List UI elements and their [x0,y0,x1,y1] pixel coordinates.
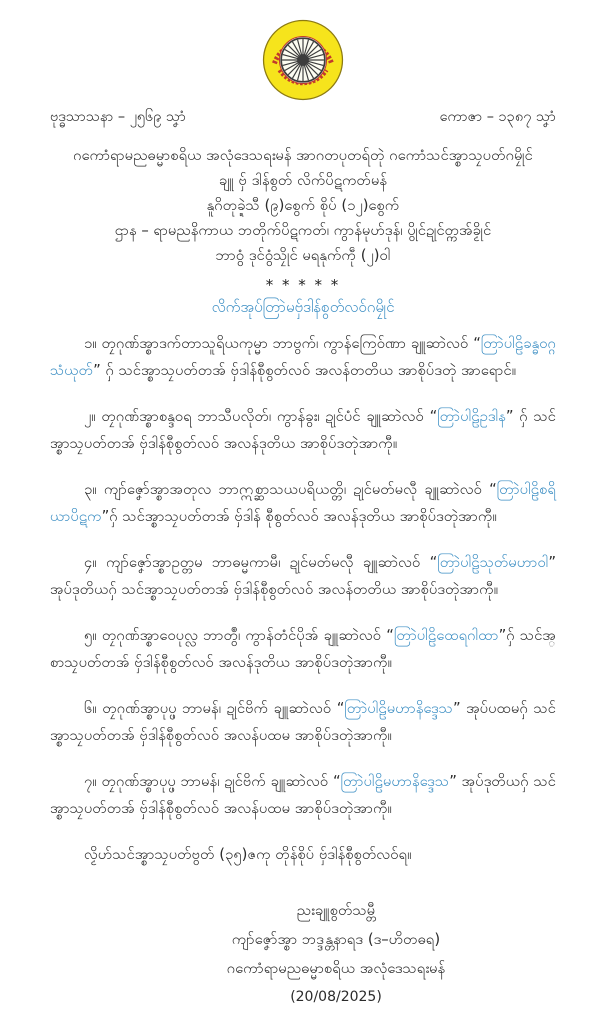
title-line-3: နူဂိတုခ္ဍဲသီ (၉)စွေက် စိုပ် (၁၂)စွေက် [206,197,400,214]
paragraph-7-number: ၇။ [84,773,97,790]
signature-block [171,896,501,1012]
signature-date: (20/08/2025) [290,989,382,1005]
paragraph-7 [50,768,556,822]
paragraph-1-text: တၠဂုဏ်အ္စာဒက်တာသူရိယကုမ္မာ ဘာဗွက်၊ ကွာန်ကြေဝ်ဏာ ချူဆာဲလဝ် “ [96,335,481,352]
paragraph-1-text-after: ” ဂှ် သင်အ္စာသၠပတ်တအ် ဗှ်ဒါန်စီုစွတ်လဝ် အလန်တတိယ အာစိုပ်ဒတုဲ အာရောင်။ [93,362,517,379]
paragraph-6-book-title: တြာဲပါဠိမဟာနိဒ္ဒေသ [344,700,453,717]
title-line-4: ဌာန – ရာမညနိကာယ ဘတိုက်ပိဋကတ်၊ ကွာန်မုဟ်ဒုန်၊ ပွိုင်ဍုင်တ္ကအ်ခၟိုင် [114,222,492,239]
title-line-5: ဘာဝွံ ဒုင်ဝွံသၠိုင် မရနုက်ကဵု (၂)ဝါ [215,247,391,264]
seal-container [50,18,556,106]
paragraph-3-text-after: ”ဂှ် သင်အ္စာသၠပတ်တအ် ဗှ်ဒါန် စီုစွတ်လဝ် အလန်ဒုတိယ အာစိုပ်ဒတုဲအာကီု။ [101,508,497,525]
title-block [50,143,556,268]
signature-name: ကျာ်ဇၞော်အ္စာ ဘဒ္ဒန္တနာရဒ (ဒ–ဟိတဓရ) [231,931,441,948]
paragraph-3 [50,476,556,530]
star-divider: * * * * * [265,276,341,294]
paragraph-5-text: တၠဂုဏ်အ္စာဝေပုလ္လ ဘာတွဳ၊ ကွာန်တံင်ပိုအ် ချူဆာဲလဝ် “ [96,627,394,644]
paragraph-1-book-title: တြာဲပါဠိခန္ဓဝဂ္ဂသံယုတ် [50,335,556,379]
paragraph-6-text: တၠဂုဏ်အ္စာပုပ္ဖ ဘာမန်၊ ဍုင်ဗိက် ချူဆာဲလဝ် “ [96,700,345,717]
paragraph-4-number: ၄။ [84,554,97,571]
closing-line: လၟိဟ်သင်အ္စာသၠပတ်ဗွတ် (၃၅)ဇကု တိုန်စိုပ် ဗှ်ဒါန်စီုစွတ်လဝ်ရ။ [84,846,412,863]
paragraph-5-text-after: ”ဂှ် သင်အ္စာသၠပတ်တအ် ဗှ်ဒါန်စီုစွတ်လဝ် အလန်ဒုတိယ အာစိုပ်ဒတုဲအာကီု။ [50,627,556,671]
signature-role: ညးချူစွတ်သမ္တီ [296,902,376,919]
paragraph-6 [50,695,556,749]
paragraph-1-number: ၁။ [84,335,97,352]
paragraph-4-text-after: ” အုပ်ဒုတိယဂှ် သင်အ္စာသၠပတ်တအ် ဗှ်ဒါန်စီုစွတ်လဝ် အလန်တတိယ အာစိုပ်ဒတုဲအာကီု။ [50,554,556,598]
signature-organization: ဂကောံရာမညဓမ္မာစရိယ အလုံဒေသရးမန် [226,960,446,977]
paragraph-1 [50,330,556,384]
paragraph-2-number: ၂။ [84,408,96,425]
title-line-1: ဂကောံရာမညဓမ္မာစရိယ အလုံဒေသရးမန် အာဂတပုတရ်တုဲ ဂကောံသင်အ္စာသၠပတ်ဂမၠိုင် [73,147,533,164]
dharma-wheel-seal-icon [261,18,345,102]
paragraph-6-text-after: ” အုပ်ပထမဂှ် သင်အ္စာသၠပတ်တအ် ဗှ်ဒါန်စီုစွတ်လဝ် အလန်ပထမ အာစိုပ်ဒတုဲအာကီု။ [50,700,556,744]
paragraph-4-book-title: တြာဲပါဠိသုတ်မဟာဝါ [437,554,549,571]
paragraph-3-number: ၃။ [84,481,97,498]
era-buddhist-year: ဗုဒ္ဓသာသနာ – ၂၅၆၉ သၞာံ [50,109,186,125]
paragraph-3-book-title: တြာဲပါဠိစရိယာပိဋက [50,481,556,525]
era-kawza-year: ကောဇာ – ၁၃၈၇ သၞာံ [439,109,556,125]
section-heading: လိက်အုပ်တြာဲမဗှ်ဒါန်စွတ်လဝ်ဂမၠိုင် [211,298,395,316]
paragraph-5 [50,622,556,676]
paragraph-4-text: ကျာ်ဇၞော်အ္စာဥတ္တမ ဘာဓမ္မကာမီ၊ ဍုင်မတ်မလီု ချူဆာဲလဝ် “ [96,554,438,571]
paragraph-2 [50,403,556,457]
paragraph-4 [50,549,556,603]
title-line-2: ချူ ဗှ် ဒါန်စွတ် လိက်ပိဋကတ်မန် [218,172,388,189]
paragraph-7-book-title: တြာဲပါဠိမဟာနိဒ္ဒေသ [340,773,450,790]
paragraph-2-book-title: တြာဲပါဠိဥဒါန [437,408,506,425]
paragraph-5-book-title: တြာဲပါဠိထေရဂါထာ [393,627,499,644]
paragraph-5-number: ၅။ [84,627,97,644]
paragraph-2-text: တၠဂုဏ်အ္စာစန္ဒဝရ ဘာသီပလိုတ်၊ ကွာန်ခွး၊ ဍုင်ပံင် ချူဆာဲလဝ် “ [95,408,438,425]
paragraph-3-text: ကျာ်ဇၞော်အ္စာအတုလ ဘာဣစ္ဆာသယပရိယတ္တိ၊ ဍုင်မတ်မလီု ချူဆာဲလဝ် “ [96,481,497,498]
paragraph-2-text-after: ” ဂှ် သင်အ္စာသၠပတ်တအ် ဗှ်ဒါန်စီုစွတ်လဝ် အလန်ဒုတိယ အာစိုပ်ဒတုဲအာကီု။ [50,408,557,452]
paragraph-6-number: ၆။ [84,700,97,717]
paragraph-7-text-after: ” အုပ်ဒုတိယဂှ် သင်အ္စာသၠပတ်တအ် ဗှ်ဒါန်စီုစွတ်လဝ် အလန်ပထမ အာစိုပ်ဒတုဲအာကီု။ [50,773,556,817]
era-line [50,108,556,129]
paragraph-7-text: တၠဂုဏ်အ္စာပုပ္ဖ ဘာမန်၊ ဍုင်ဗိက် ချူဆာဲလဝ် “ [96,773,341,790]
